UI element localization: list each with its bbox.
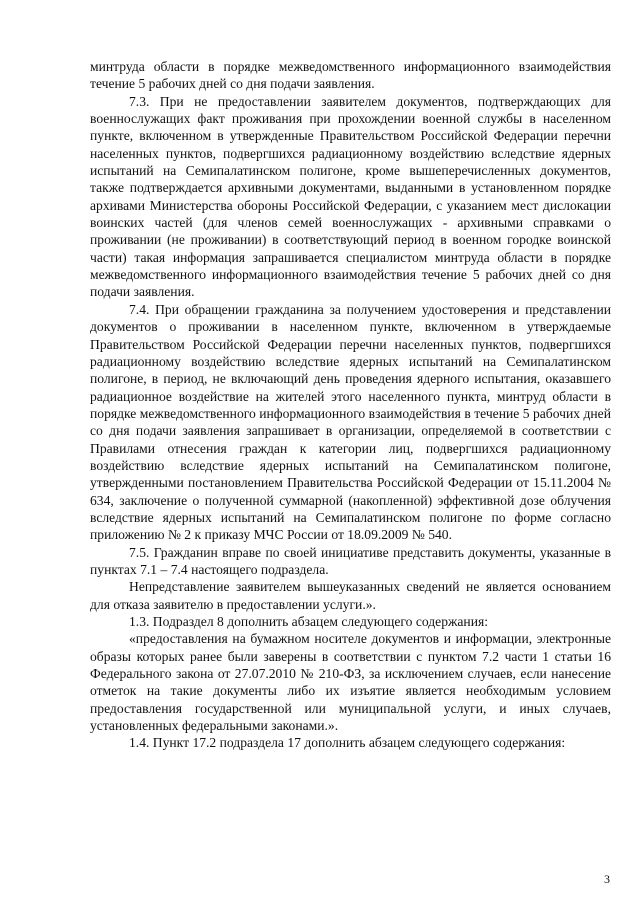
- page-number: 3: [604, 872, 610, 886]
- paragraph-quoted-addition: «предоставления на бумажном носителе документов и информации, электронные образы которых ранее были заверены в соответствии с пунктом 7.2 части 1 статьи 16 Федерального закона от 27.07.2010 № 210-ФЗ, за исключением случаев, если нанесение отметок на такие документы либо их изъятие является необходимым условием предоставления государственной или муниципальной услуги, и иных случаев, установленных федеральными законами.».: [90, 631, 611, 734]
- paragraph-non-submission: Непредставление заявителем вышеуказанных сведений не является основанием для отказа заявителю в предоставлении услуги.».: [90, 579, 611, 612]
- paragraph-1-3: 1.3. Подраздел 8 дополнить абзацем следующего содержания:: [129, 614, 489, 629]
- paragraph-7-5: 7.5. Гражданин вправе по своей инициативе представить документы, указанные в пунктах 7.1 – 7.4 настоящего подраздела.: [90, 544, 611, 577]
- paragraph-7-4: 7.4. При обращении гражданина за получением удостоверения и представлении документов о проживании в населенном пункте, включенном в утверждаемые Правительством Российской Федерации перечни населенных пунктов, подвергшихся радиационному воздействию вследствие ядерных испытаний на Семипалатинском полигоне, в период, не включающий день проведения ядерного испытания, оказавшего радиационное воздействие на жителей этого населенного пункта, минтруд области в порядке межведомственного информационного взаимодействия в течение 5 рабочих дней со дня подачи заявления запрашивает в организации, определяемой в соответствии с Правилами отнесения граждан к категории лиц, подвергшихся радиационному воздействию вследствие ядерных испытаний на Семипалатинском полигоне, утвержденными постановлением Правительства Российской Федерации от 15.11.2004 № 634, заключение о полученной суммарной (накопленной) эффективной дозе облучения вследствие ядерных испытаний на Семипалатинском полигоне по форме согласно приложению № 2 к приказу МЧС России от 18.09.2009 № 540.: [90, 301, 611, 543]
- paragraph-continuation: минтруда области в порядке межведомственного информационного взаимодействия течение 5 рабочих дней со дня подачи заявления.: [90, 59, 611, 92]
- paragraph-7-3: 7.3. При не предоставлении заявителем документов, подтверждающих для военнослужащих факт проживания при прохождении военной службы в населенном пункте, включенном в утвержденные Правительством Российской Федерации перечни населенных пунктов, подвергшихся радиационному воздействию вследствие ядерных испытаний на Семипалатинском полигоне, кроме вышеперечисленных документов, также подтверждается архивными документами, выданными в установленном порядке архивами Министерства обороны Российской Федерации, с указанием мест дислокации воинских частей (для членов семей военнослужащих - архивными справками о проживании (не проживании) в соответствующий период в военном городке воинской части) такая информация запрашивается специалистом минтруда области в порядке межведомственного информационного взаимодействия течение 5 рабочих дней со дня подачи заявления.: [90, 93, 611, 300]
- paragraph-1-4: 1.4. Пункт 17.2 подраздела 17 дополнить абзацем следующего содержания:: [129, 735, 566, 751]
- document-body: [90, 58, 611, 752]
